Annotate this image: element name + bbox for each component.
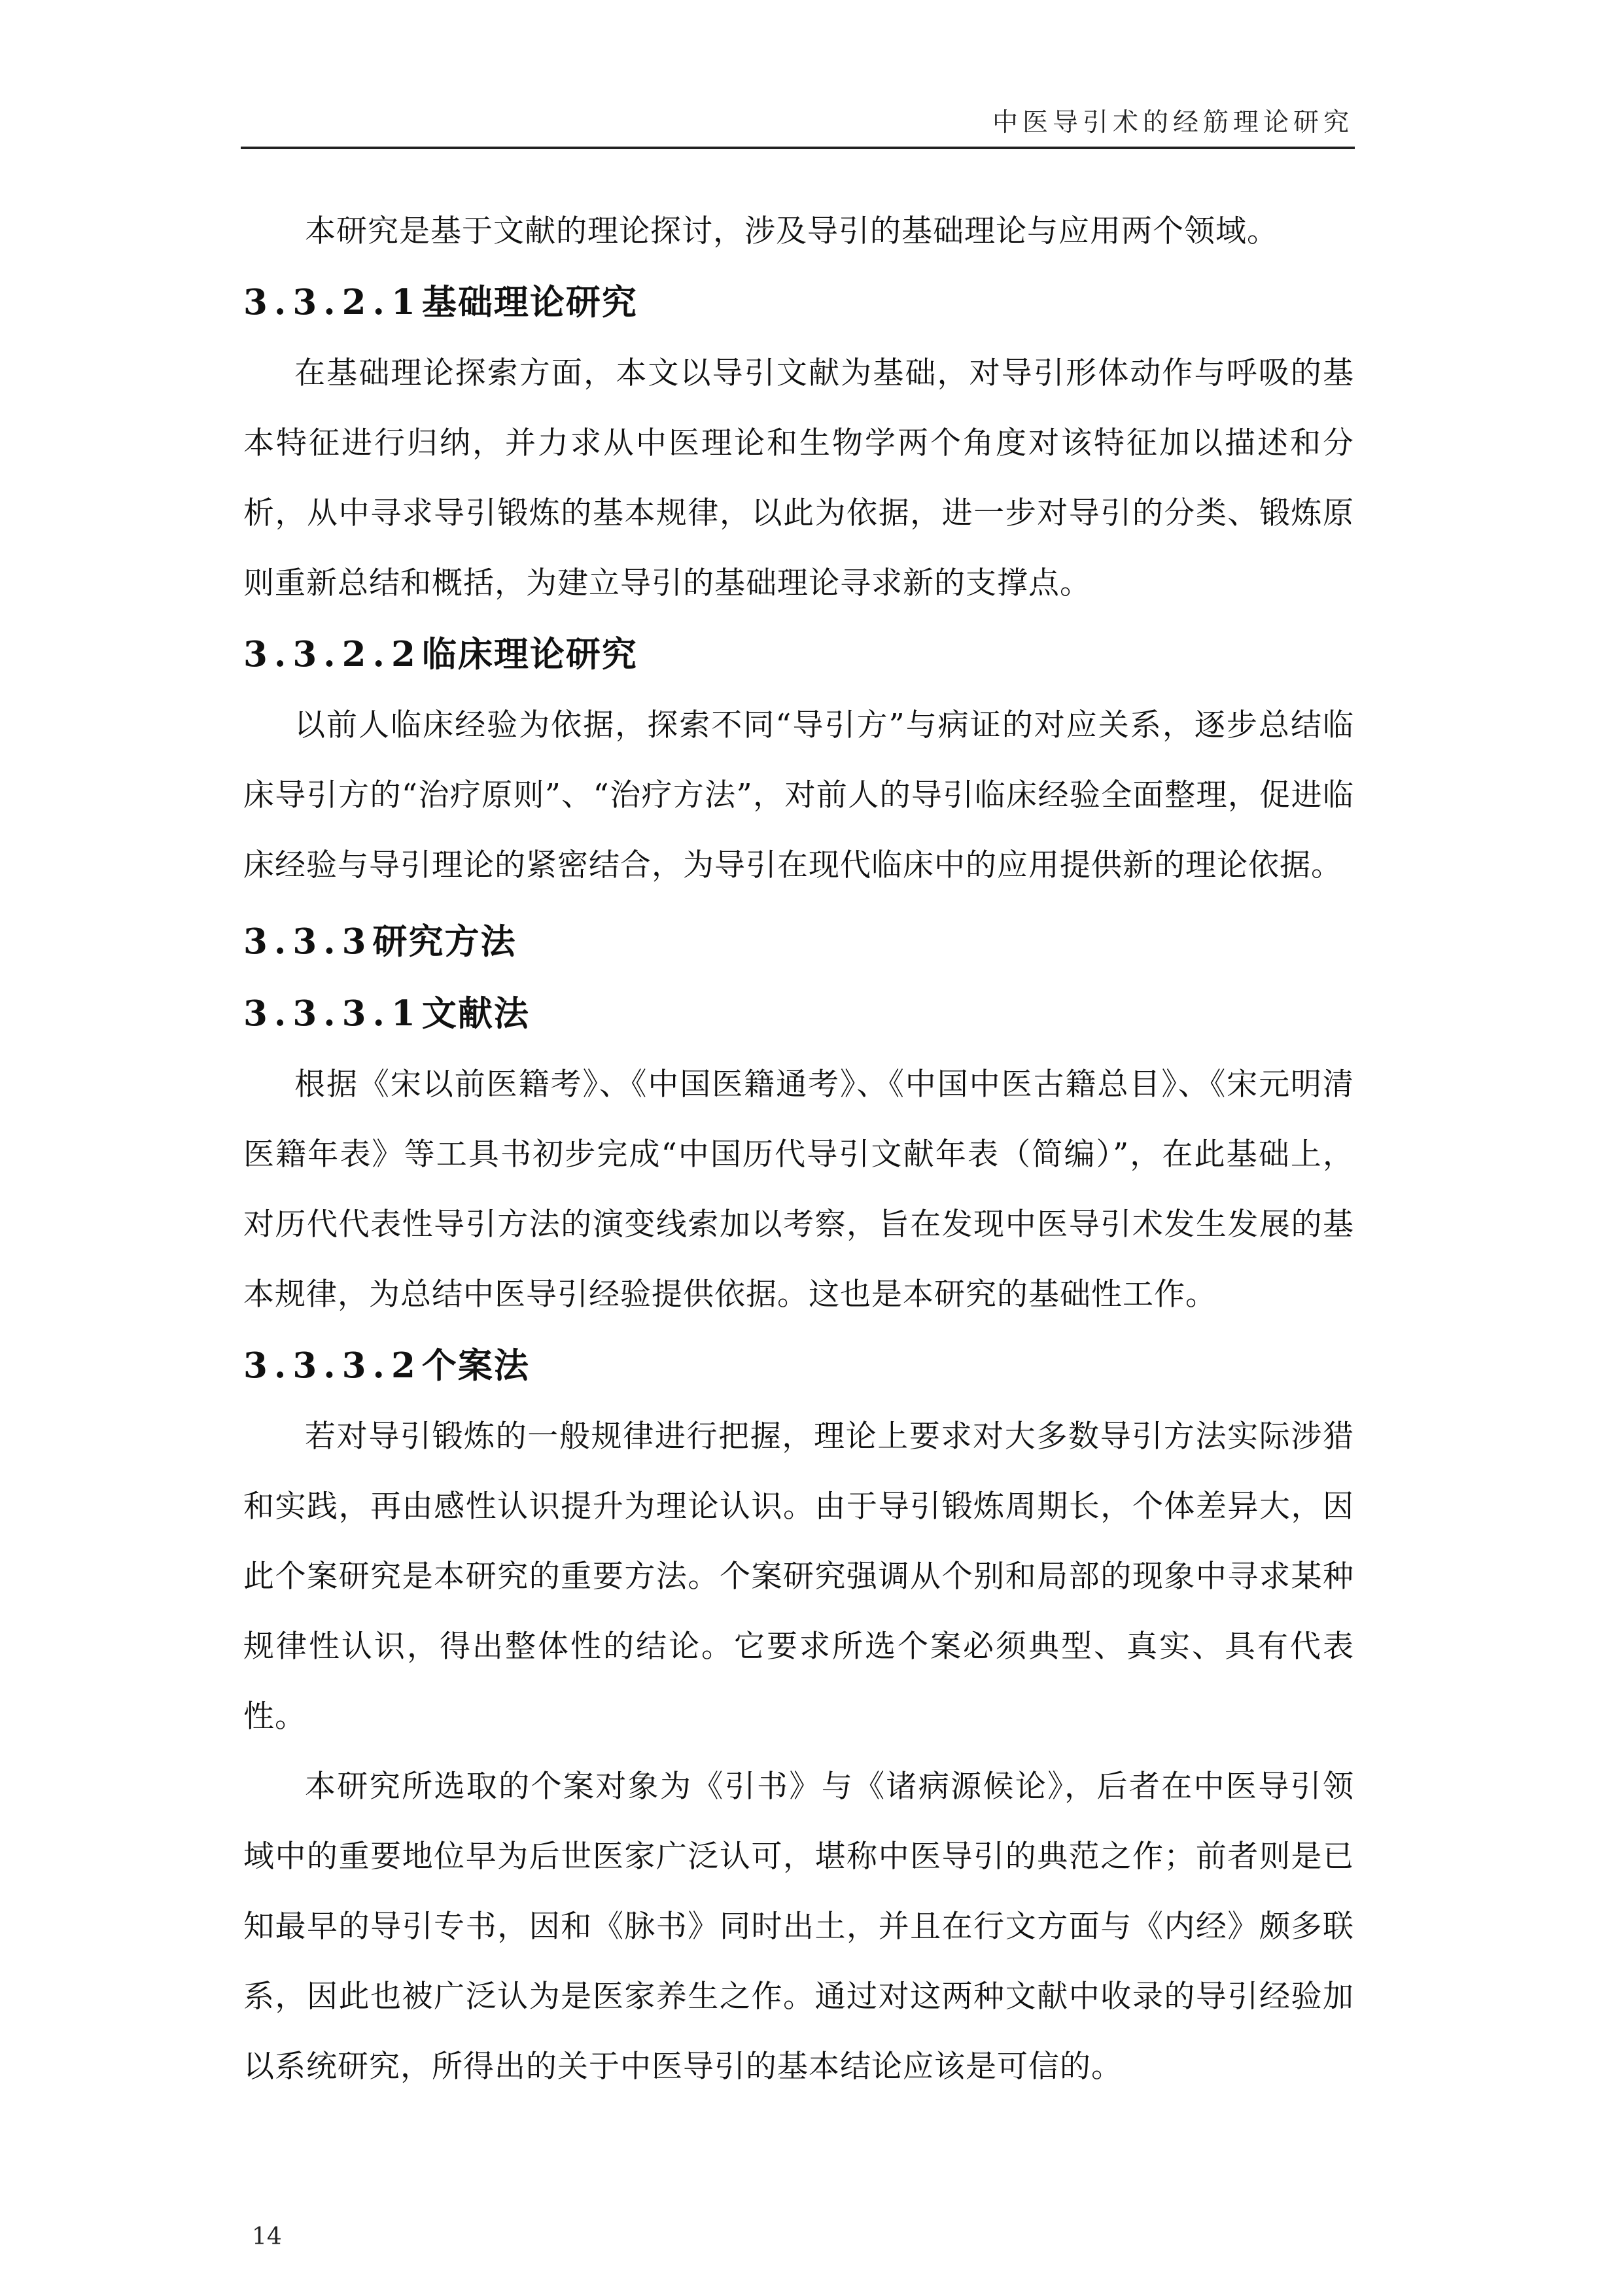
paragraph-clinical-theory: 以前人临床经验为依据，探索不同“导引方”与病证的对应关系，逐步总结临床导引方的“治疗原则”、“治疗方法”，对前人的导引临床经验全面整理，促进临床经验与导引理论的紧密结合，为导引在现代临床中的应用提供新的理论依据。 xyxy=(243,707,1354,883)
paragraph-literature-method: 根据《宋以前医籍考》、《中国医籍通考》、《中国中医古籍总目》、《宋元明清医籍年表》等工具书初步完成“中国历代导引文献年表（简编）”，在此基础上，对历代代表性导引方法的演变线索加以考察，旨在发现中医导引术发生发展的基本规律，为总结中医导引经验提供依据。这也是本研究的基础性工作。 xyxy=(243,1067,1354,1313)
page-body xyxy=(243,196,1354,2102)
section-number: 3.3.3 xyxy=(243,921,373,962)
section-heading-3-3-2-2 xyxy=(243,618,1354,690)
paragraph-case-method-1: 若对导引锻炼的一般规律进行把握，理论上要求对大多数导引方法实际涉猎和实践，再由感性认识提升为理论认识。由于导引锻炼周期长，个体差异大，因此个案研究是本研究的重要方法。个案研究强调从个别和局部的现象中寻求某种规律性认识，得出整体性的结论。它要求所选个案必须典型、真实、具有代表性。 xyxy=(243,1419,1354,1735)
section-number: 3.3.3.1 xyxy=(243,993,422,1034)
section-heading-3-3-3 xyxy=(243,906,1354,978)
section-heading-3-3-3-2 xyxy=(243,1330,1354,1402)
section-heading-3-3-2-1 xyxy=(243,266,1354,338)
section-number: 3.3.3.2 xyxy=(243,1345,422,1386)
page-number: 14 xyxy=(252,2223,282,2250)
section-number: 3.3.2.2 xyxy=(243,634,422,675)
section-heading-3-3-3-1 xyxy=(243,978,1354,1050)
paragraph-case-method-2: 本研究所选取的个案对象为《引书》与《诸病源候论》，后者在中医导引领域中的重要地位早为后世医家广泛认可，堪称中医导引的典范之作；前者则是已知最早的导引专书，因和《脉书》同时出土，并且在行文方面与《内经》颇多联系，因此也被广泛认为是医家养生之作。通过对这两种文献中收录的导引经验加以系统研究，所得出的关于中医导引的基本结论应该是可信的。 xyxy=(243,1769,1354,2085)
section-title: 文献法 xyxy=(421,993,530,1034)
intro-paragraph: 本研究是基于文献的理论探讨，涉及导引的基础理论与应用两个领域。 xyxy=(305,213,1278,249)
section-number: 3.3.2.1 xyxy=(243,282,422,323)
section-title: 基础理论研究 xyxy=(421,282,638,323)
section-title: 个案法 xyxy=(421,1345,530,1386)
running-header-title: 中医导引术的经筋理论研究 xyxy=(992,108,1353,137)
paragraph-basic-theory: 在基础理论探索方面，本文以导引文献为基础，对导引形体动作与呼吸的基本特征进行归纳，并力求从中医理论和生物学两个角度对该特征加以描述和分析，从中寻求导引锻炼的基本规律，以此为依据，进一步对导引的分类、锻炼原则重新总结和概括，为建立导引的基础理论寻求新的支撑点。 xyxy=(243,355,1354,601)
section-title: 研究方法 xyxy=(372,921,517,962)
section-title: 临床理论研究 xyxy=(421,634,638,675)
header-rule xyxy=(241,147,1355,149)
